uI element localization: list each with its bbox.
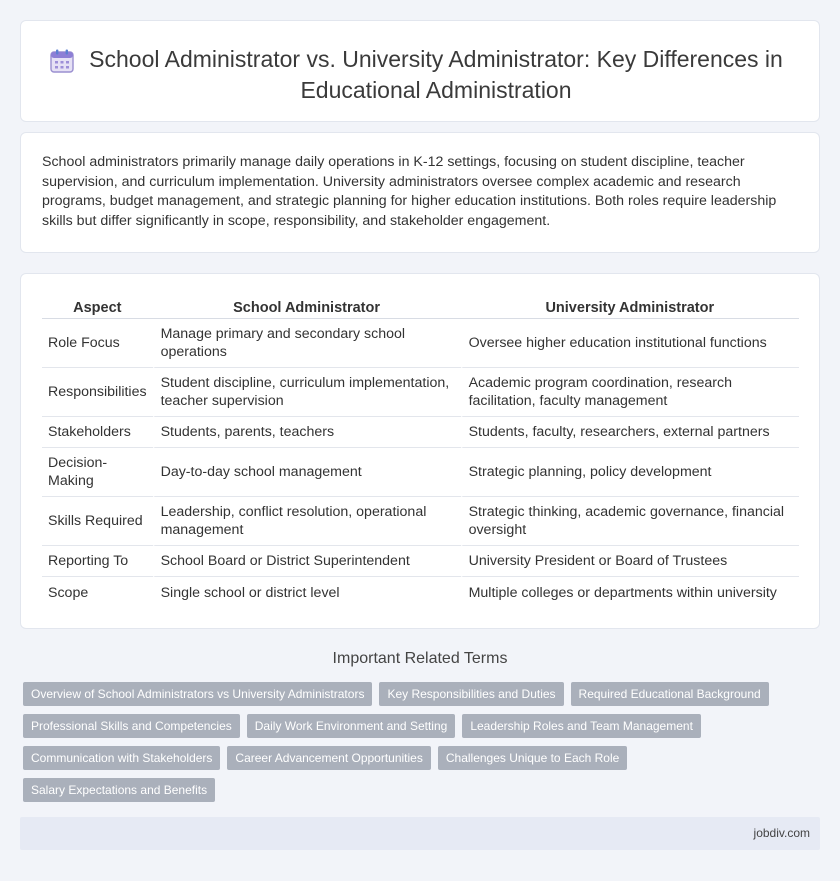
related-terms-title: Important Related Terms [332, 650, 508, 667]
university-cell: Multiple colleges or departments within university [461, 577, 799, 608]
university-cell: Strategic thinking, academic governance, financial oversight [461, 497, 799, 546]
header-university-administrator: University Administrator [461, 294, 799, 319]
university-cell: Students, faculty, researchers, external partners [461, 417, 799, 448]
aspect-cell: Decision-Making [42, 448, 153, 497]
footer-bar [20, 817, 820, 850]
aspect-cell: Role Focus [42, 319, 153, 368]
related-term-tag[interactable]: Leadership Roles and Team Management [462, 714, 701, 738]
table-row [42, 448, 799, 497]
aspect-cell: Responsibilities [42, 368, 153, 417]
comparison-table [42, 294, 799, 608]
university-cell: University President or Board of Trustees [461, 546, 799, 577]
table-row [42, 417, 799, 448]
school-cell: Manage primary and secondary school operations [153, 319, 461, 368]
university-cell: Strategic planning, policy development [461, 448, 799, 497]
header-aspect: Aspect [42, 294, 153, 319]
related-term-tag[interactable]: Salary Expectations and Benefits [23, 778, 215, 802]
school-cell: Day-to-day school management [153, 448, 461, 497]
university-cell: Oversee higher education institutional functions [461, 319, 799, 368]
table-row [42, 368, 799, 417]
related-term-tag[interactable]: Challenges Unique to Each Role [438, 746, 627, 770]
table-row [42, 577, 799, 608]
table-header-row [42, 294, 799, 319]
related-term-tag[interactable]: Professional Skills and Competencies [23, 714, 240, 738]
school-cell: Leadership, conflict resolution, operational management [153, 497, 461, 546]
aspect-cell: Reporting To [42, 546, 153, 577]
header-card [20, 20, 820, 122]
intro-card [20, 132, 820, 253]
footer-site-link[interactable]: jobdiv.com [753, 826, 810, 840]
related-term-tag[interactable]: Career Advancement Opportunities [227, 746, 430, 770]
school-cell: School Board or District Superintendent [153, 546, 461, 577]
related-term-tag[interactable]: Key Responsibilities and Duties [379, 682, 563, 706]
aspect-cell: Stakeholders [42, 417, 153, 448]
related-term-tag[interactable]: Required Educational Background [571, 682, 769, 706]
related-term-tag[interactable]: Communication with Stakeholders [23, 746, 220, 770]
table-row [42, 497, 799, 546]
aspect-cell: Scope [48, 584, 89, 601]
related-term-tag[interactable]: Daily Work Environment and Setting [247, 714, 456, 738]
table-row [42, 546, 799, 577]
school-cell: Student discipline, curriculum implementation, teacher supervision [153, 368, 461, 417]
comparison-card [20, 273, 820, 629]
related-terms-list [23, 682, 813, 802]
intro-paragraph: School administrators primarily manage daily operations in K-12 settings, focusing on student discipline, teacher supervision, and curriculum implementation. University administrators oversee complex academic and research programs, budget management, and strategic planning for higher education institutions. Both roles require leadership skills but differ significantly in scope, responsibility, and stakeholder engagement. [42, 154, 777, 229]
related-term-tag[interactable]: Overview of School Administrators vs University Administrators [23, 682, 372, 706]
header-school-administrator: School Administrator [153, 294, 461, 319]
table-row [42, 319, 799, 368]
page-title: School Administrator vs. University Administrator: Key Differences in Educational Administration [89, 46, 783, 103]
school-cell: Single school or district level [153, 577, 461, 608]
university-cell: Academic program coordination, research facilitation, faculty management [461, 368, 799, 417]
aspect-cell: Skills Required [42, 497, 153, 546]
school-cell: Students, parents, teachers [153, 417, 461, 448]
